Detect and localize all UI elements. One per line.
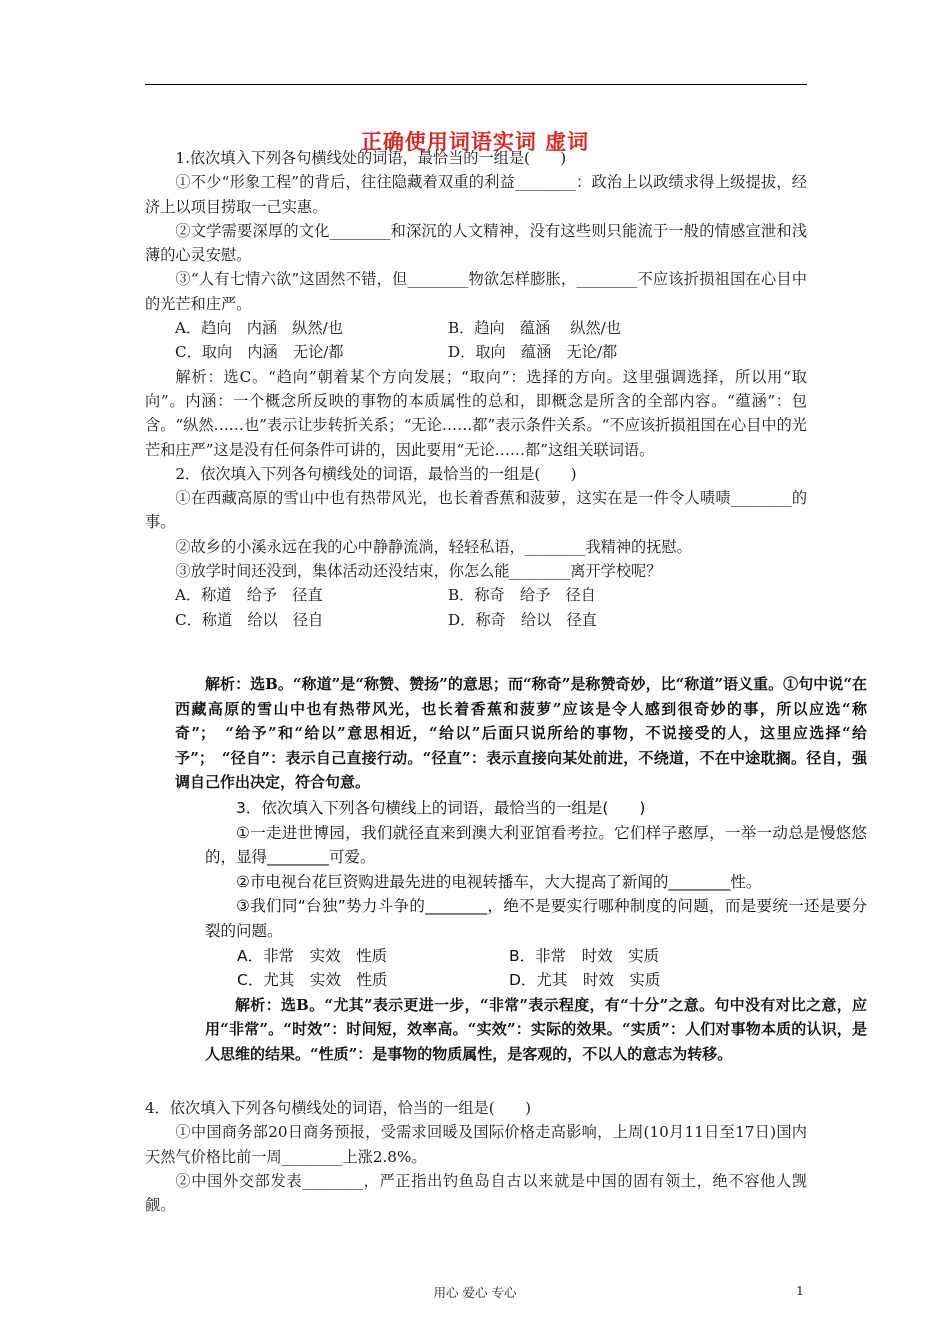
q4-sentence-1: ①中国商务部20日商务预报，受需求回暖及国际价格走高影响，上周(10月11日至17日)国内天然气价格比前一周________上涨2.8%。 bbox=[145, 1123, 807, 1166]
q2-options-row-2 bbox=[145, 608, 807, 632]
q2-sentence-2: ②故乡的小溪永远在我的心中静静流淌，轻轻私语，________我精神的抚慰。 bbox=[175, 537, 692, 556]
q1-option-a: A．趋向 内涵 纵然/也 bbox=[175, 319, 343, 338]
q2-option-a: A．称道 给予 径直 bbox=[175, 586, 323, 605]
q2-sentence-1: ①在西藏高原的雪山中也有热带风光，也长着香蕉和菠萝，这实在是一件令人啧啧________的事。 bbox=[145, 489, 807, 532]
question-4 bbox=[145, 1096, 807, 1217]
q4-stem: 4．依次填入下列各句横线处的词语，恰当的一组是( ) bbox=[145, 1099, 532, 1117]
q1-sentence-1: ①不少“形象工程”的背后，往往隐藏着双重的利益________：政治上以政绩求得上级提拔，经济上以项目捞取一己实惠。 bbox=[145, 173, 807, 216]
q1-stem: 1.依次填入下列各句横线处的词语，最恰当的一组是( ) bbox=[175, 149, 567, 167]
q1-options-row-1 bbox=[145, 316, 807, 340]
q3-sentence-3: ③我们同“台独”势力斗争的________，绝不是要实行哪种制度的问题，而是要统一还是要分裂的问题。 bbox=[205, 897, 867, 940]
q2-options-row-1 bbox=[145, 583, 807, 607]
q3-option-a: A．非常 实效 性质 bbox=[237, 946, 388, 965]
q1-sentence-3: ③“人有七情六欲”这固然不错，但________物欲怎样膨胀，________不应该折损祖国在心目中的光芒和庄严。 bbox=[145, 270, 807, 313]
q3-options-row-1 bbox=[205, 944, 867, 969]
page-number: 1 bbox=[796, 1283, 804, 1298]
q2-option-c: C．称道 给以 径自 bbox=[175, 610, 324, 629]
q1-explanation: 解析：选C。“趋向”朝着某个方向发展；“取向”：选择的方向。这里强调选择，所以用“取向”。内涵：一个概念所反映的事物的本质属性的总和，即概念是所含的全部内容。“蕴涵”：包含。“纵然……也”表示让步转折关系；“无论……都”表示条件关系。“不应该折损祖国在心目中的光芒和庄严”这是没有任何条件可讲的，因此要用“无论……都”这组关联词语。 bbox=[145, 367, 807, 459]
q2-sentence-3: ③放学时间还没到，集体活动还没结束，你怎么能________离开学校呢？ bbox=[175, 562, 662, 581]
q2-explanation: 解析：选B。“称道”是“称赞、赞扬”的意思；而“称奇”是称赞奇妙，比“称道”语义重。①句中说“在西藏高原的雪山中也有热带风光，也长着香蕉和菠萝”应该是令人感到很奇妙的事，所以应选“称奇”； “给予”和“给以”意思相近，“给以”后面只说所给的事物，不说接受的人，这里应选择“给予”； “径自”：表示自己直接行动。“径直”：表示直接向某处前进，不绕道，不在中途耽搁。径自，强调自己作出决定，符合句意。 bbox=[175, 675, 867, 791]
q2-option-b: B．称奇 给予 径自 bbox=[448, 586, 596, 605]
q3-option-b: B．非常 时效 实质 bbox=[509, 946, 660, 965]
q1-option-c: C．取向 内涵 无论/都 bbox=[175, 343, 344, 362]
question-3 bbox=[205, 796, 867, 1067]
q4-sentence-2: ②中国外交部发表________，严正指出钓鱼岛自古以来就是中国的固有领土，绝不容他人觊觎。 bbox=[145, 1171, 807, 1215]
header-rule bbox=[145, 84, 807, 85]
q3-explanation: 解析：选B。“尤其”表示更进一步，“非常”表示程度，有“十分”之意。句中没有对比之意，应用“非常”。“时效”：时间短，效率高。“实效”：实际的效果。“实质”：人们对事物本质的认识，是人思维的结果。“性质”：是事物的物质属性，是客观的，不以人的意志为转移。 bbox=[205, 995, 867, 1063]
q3-options-row-2 bbox=[205, 968, 867, 993]
question-1 bbox=[145, 146, 807, 632]
q3-option-c: C．尤其 实效 性质 bbox=[237, 971, 388, 990]
q2-option-d: D．称奇 给以 径直 bbox=[448, 610, 597, 629]
q3-option-d: D．尤其 时效 实质 bbox=[509, 971, 661, 990]
q3-stem: 3．依次填入下列各句横线上的词语，最恰当的一组是( ) bbox=[236, 799, 646, 817]
page-title: 正确使用词语实词 虚词 bbox=[360, 129, 590, 154]
page-footer: 用心 爱心 专心 bbox=[433, 1285, 517, 1300]
q1-option-d: D．取向 蕴涵 无论/都 bbox=[448, 343, 618, 362]
q1-option-b: B．趋向 蕴涵 纵然/也 bbox=[448, 319, 621, 338]
q2-stem: 2．依次填入下列各句横线处的词语，最恰当的一组是( ) bbox=[175, 464, 577, 483]
q3-sentence-1: ①一走进世博园，我们就径直来到澳大利亚馆看考拉。它们样子憨厚，一举一动总是慢悠悠的，显得________可爱。 bbox=[205, 823, 867, 867]
q2-explanation-block bbox=[175, 672, 867, 795]
q3-sentence-2: ②市电视台花巨资购进最先进的电视转播车，大大提高了新闻的________性。 bbox=[236, 872, 762, 891]
q1-options-row-2 bbox=[145, 340, 807, 364]
q1-sentence-2: ②文学需要深厚的文化________和深沉的人文精神，没有这些则只能流于一般的情感宣泄和浅薄的心灵安慰。 bbox=[145, 221, 807, 265]
